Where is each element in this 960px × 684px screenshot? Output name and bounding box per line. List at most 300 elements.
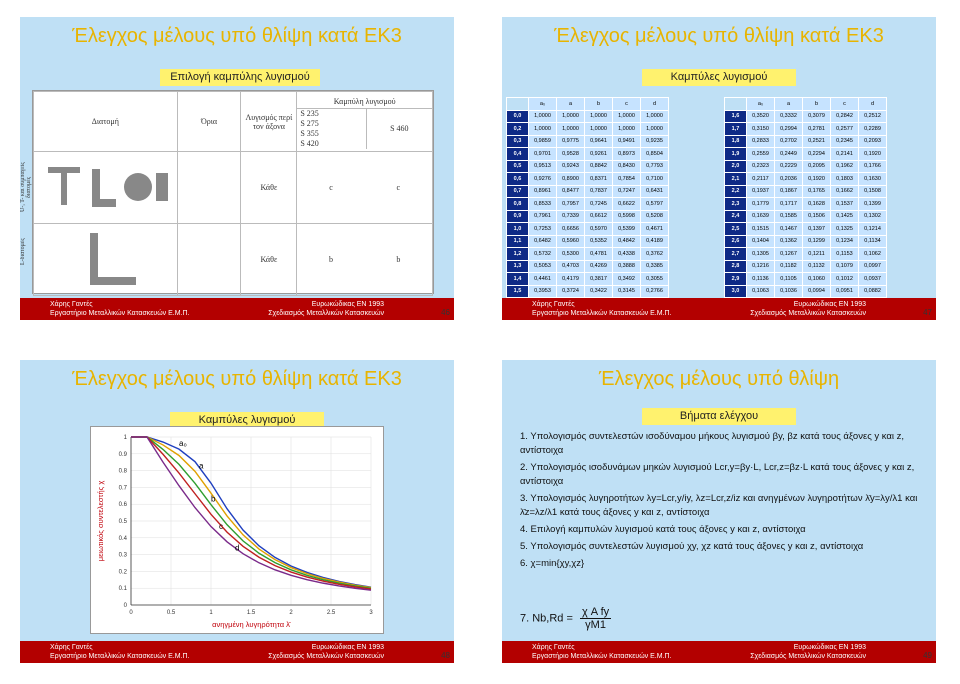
factor-cell: 0,3888 [613, 260, 641, 273]
factor-cell: 0,1305 [747, 248, 775, 261]
grade: S 275 [300, 118, 319, 128]
slenderness-cell: 2,8 [725, 260, 747, 273]
factor-cell: 0,5970 [585, 223, 613, 236]
slenderness-cell: 2,2 [725, 185, 747, 198]
u-t-section-drawings [34, 152, 178, 224]
factor-cell: 0,6482 [529, 235, 557, 248]
row1-curve-s460: c [396, 183, 401, 192]
factor-cell: 0,6656 [557, 223, 585, 236]
factor-cell: 1,0000 [585, 123, 613, 136]
slide-49 [502, 360, 936, 663]
slide-banner: Καμπύλες λυγισμού [642, 69, 796, 86]
factor-cell: 0,2842 [831, 110, 859, 123]
factor-cell: 0,5732 [529, 248, 557, 261]
footer-lab: Εργαστήριο Μεταλλικών Κατασκευών Ε.Μ.Π. [50, 310, 190, 317]
row2-axis: Κάθε [241, 224, 297, 296]
footer [502, 298, 936, 320]
x-tick-label: 3 [369, 610, 373, 616]
factor-cell: 0,8900 [557, 173, 585, 186]
factor-cell: 0,7961 [529, 210, 557, 223]
slenderness-cell: 1,5 [507, 285, 529, 298]
side-label-l-sections: L-διατομές [20, 238, 26, 266]
footer-lab: Εργαστήριο Μεταλλικών Κατασκευών Ε.Μ.Π. [532, 310, 672, 317]
factor-cell: 1,0000 [613, 110, 641, 123]
step-item: 1. Υπολογισμός συντελεστών ισοδύναμου μήκους λυγισμού βy, βz κατά τους άξονες y και z, αντίστοιχα [520, 431, 905, 456]
slide-banner: Καμπύλες λυγισμού [170, 412, 324, 429]
table-row [507, 173, 669, 186]
table-row [725, 198, 887, 211]
factor-cell: 0,1060 [803, 273, 831, 286]
y-tick-label: 0.3 [118, 552, 127, 559]
factor-cell: 0,9775 [557, 135, 585, 148]
x-tick-label: 0 [129, 610, 133, 616]
factor-cell: 0,1267 [775, 248, 803, 261]
step-item: 2. Υπολογισμός ισοδυνάμων μηκών λυγισμού Lcr,y=βy·L, Lcr,z=βz·L κατά τους άξονες y και z, αντίστοιχα [520, 462, 915, 487]
factor-cell: 1,0000 [529, 123, 557, 136]
slenderness-cell: 1,4 [507, 273, 529, 286]
factor-cell: 0,2559 [747, 148, 775, 161]
slenderness-cell: 1,1 [507, 235, 529, 248]
factor-cell: 0,2294 [803, 148, 831, 161]
factor-cell: 0,2521 [803, 135, 831, 148]
y-tick-label: 0.9 [118, 451, 127, 458]
factor-cell: 0,7253 [529, 223, 557, 236]
factor-cell: 0,5998 [613, 210, 641, 223]
factor-cell: 0,1012 [831, 273, 859, 286]
page-number: 49 [923, 651, 932, 660]
factor-cell: 0,1662 [831, 185, 859, 198]
table-row [507, 235, 669, 248]
slenderness-cell: 0,0 [507, 110, 529, 123]
factor-cell: 0,2345 [831, 135, 859, 148]
factor-cell: 0,3762 [641, 248, 669, 261]
factor-cell: 0,4269 [585, 260, 613, 273]
factor-cell: 0,1962 [831, 160, 859, 173]
table-row [507, 273, 669, 286]
factor-cell: 0,8961 [529, 185, 557, 198]
x-tick-label: 2.5 [326, 610, 336, 616]
factor-cell: 0,2323 [747, 160, 775, 173]
factor-cell: 0,1136 [747, 273, 775, 286]
factor-cell: 0,2036 [775, 173, 803, 186]
factor-cell: 0,8973 [613, 148, 641, 161]
factor-cell: 0,0997 [859, 260, 887, 273]
factor-cell: 1,0000 [641, 123, 669, 136]
table-row [725, 123, 887, 136]
slide-title: Έλεγχος μέλους υπό θλίψη κατά ΕΚ3 [554, 25, 884, 47]
y-tick-label: 0.2 [118, 569, 127, 576]
table-row [507, 285, 669, 298]
column-header: c [831, 98, 859, 111]
footer-design: Σχεδιασμός Μεταλλικών Κατασκευών [268, 310, 384, 317]
slide-title: Έλεγχος μέλους υπό θλίψη κατά ΕΚ3 [72, 368, 402, 390]
slenderness-cell: 0,5 [507, 160, 529, 173]
header-axis: Λυγισμός περί τον άξονα [241, 92, 297, 152]
factor-cell: 0,5208 [641, 210, 669, 223]
slenderness-cell: 1,0 [507, 223, 529, 236]
formula-numerator: χ A fy [581, 606, 610, 618]
footer-author: Χάρης Γαντές [50, 644, 93, 651]
factor-cell: 0,1630 [859, 173, 887, 186]
factor-cell: 0,2449 [775, 148, 803, 161]
factor-cell: 0,1399 [859, 198, 887, 211]
footer-author: Χάρης Γαντές [50, 301, 93, 308]
factor-cell: 0,4179 [557, 273, 585, 286]
step-item: 5. Υπολογισμός συντελεστών λυγισμού χy, χz κατά τους άξονες y και z, αντίστοιχα [520, 541, 864, 552]
factor-cell: 0,1211 [803, 248, 831, 261]
slenderness-cell: 2,5 [725, 223, 747, 236]
column-header: b [803, 98, 831, 111]
series-label: a [199, 461, 204, 471]
x-tick-label: 0.5 [166, 610, 176, 616]
footer-design: Σχεδιασμός Μεταλλικών Κατασκευών [750, 653, 866, 660]
slenderness-cell: 2,7 [725, 248, 747, 261]
factor-cell: 0,1920 [803, 173, 831, 186]
factor-cell: 0,1079 [831, 260, 859, 273]
chart-svg [91, 427, 383, 633]
factor-cell: 0,0951 [831, 285, 859, 298]
factor-cell: 0,1467 [775, 223, 803, 236]
factor-cell: 0,1325 [831, 223, 859, 236]
table-row [725, 210, 887, 223]
y-tick-label: 0 [123, 603, 127, 609]
factor-cell: 0,9235 [641, 135, 669, 148]
slenderness-cell: 1,7 [725, 123, 747, 136]
factor-cell: 0,1506 [803, 210, 831, 223]
table-row [507, 123, 669, 136]
factor-cell: 0,8477 [557, 185, 585, 198]
column-header: c [613, 98, 641, 111]
factor-cell: 0,1216 [747, 260, 775, 273]
table-row [725, 135, 887, 148]
factor-cell: 0,1425 [831, 210, 859, 223]
factor-cell: 0,1766 [859, 160, 887, 173]
factor-cell: 0,1182 [775, 260, 803, 273]
factor-cell: 0,1867 [775, 185, 803, 198]
slenderness-cell: 1,3 [507, 260, 529, 273]
factor-cell: 0,4781 [585, 248, 613, 261]
y-tick-label: 0.5 [118, 519, 127, 525]
slide-48 [20, 360, 454, 663]
buckling-curves-chart [90, 426, 384, 634]
factor-cell: 0,2577 [831, 123, 859, 136]
table-row [507, 210, 669, 223]
factor-cell: 0,7339 [557, 210, 585, 223]
factor-cell: 1,0000 [641, 110, 669, 123]
factor-cell: 0,1803 [831, 173, 859, 186]
footer-author: Χάρης Γαντές [532, 644, 575, 651]
x-tick-label: 1.5 [246, 610, 256, 616]
reduction-table-left [506, 97, 669, 298]
factor-cell: 0,3520 [747, 110, 775, 123]
slenderness-cell: 2,0 [725, 160, 747, 173]
table-row [725, 160, 887, 173]
resistance-formula [520, 606, 611, 631]
slenderness-cell: 2,3 [725, 198, 747, 211]
factor-cell: 0,9513 [529, 160, 557, 173]
factor-cell: 0,1234 [831, 235, 859, 248]
factor-cell: 1,0000 [613, 123, 641, 136]
factor-cell: 0,1153 [831, 248, 859, 261]
factor-cell: 0,2093 [859, 135, 887, 148]
slide-title: Έλεγχος μέλους υπό θλίψη κατά ΕΚ3 [72, 25, 402, 47]
grade: S 420 [300, 138, 319, 148]
row1-axis: Κάθε [241, 152, 297, 224]
factor-cell: 0,4461 [529, 273, 557, 286]
slide-46 [20, 17, 454, 320]
footer-code: Ευρωκώδικας EN 1993 [311, 301, 384, 308]
factor-cell: 0,1937 [747, 185, 775, 198]
factor-cell: 0,3079 [803, 110, 831, 123]
series-label: d [235, 543, 240, 553]
footer-code: Ευρωκώδικας EN 1993 [793, 644, 866, 651]
factor-cell: 0,5399 [613, 223, 641, 236]
formula-denominator: γM1 [585, 619, 606, 631]
slenderness-cell: 1,2 [507, 248, 529, 261]
reduction-table-right [724, 97, 887, 298]
factor-cell: 0,9243 [557, 160, 585, 173]
factor-cell: 0,1404 [747, 235, 775, 248]
slide-47 [502, 17, 936, 320]
factor-cell: 0,7245 [585, 198, 613, 211]
factor-cell: 0,1920 [859, 148, 887, 161]
table-row [507, 260, 669, 273]
series-label: a₀ [179, 439, 187, 449]
footer-design: Σχεδιασμός Μεταλλικών Κατασκευών [268, 653, 384, 660]
factor-cell: 0,8430 [613, 160, 641, 173]
header-curve: Καμπύλη λυγισμού S 235 S 275 S 355 S 420 S 460 [297, 92, 433, 152]
side-label-u-sections: U-, T- και συμπαγείς διατομές [20, 162, 32, 212]
factor-cell: 0,1765 [803, 185, 831, 198]
y-tick-label: 0.4 [118, 535, 127, 542]
factor-cell: 0,1508 [859, 185, 887, 198]
row2-curve-s460: b [396, 255, 401, 264]
footer-code: Ευρωκώδικας EN 1993 [311, 644, 384, 651]
slenderness-cell: 3,0 [725, 285, 747, 298]
slenderness-cell: 0,4 [507, 148, 529, 161]
page-number: 48 [441, 651, 450, 660]
series-label: c [219, 522, 223, 532]
factor-cell: 0,5053 [529, 260, 557, 273]
column-header: d [859, 98, 887, 111]
table-row [725, 110, 887, 123]
table-row [725, 185, 887, 198]
factor-cell: 0,2512 [859, 110, 887, 123]
factor-cell: 1,0000 [557, 110, 585, 123]
slenderness-cell: 2,6 [725, 235, 747, 248]
row1-curve: c [329, 183, 333, 192]
factor-cell: 0,9641 [585, 135, 613, 148]
x-tick-label: 2 [289, 610, 293, 616]
factor-cell: 0,7957 [557, 198, 585, 211]
factor-cell: 0,7247 [613, 185, 641, 198]
factor-cell: 0,4189 [641, 235, 669, 248]
factor-cell: 0,2994 [775, 123, 803, 136]
table-row [725, 148, 887, 161]
table-row [725, 285, 887, 298]
factor-cell: 0,1717 [775, 198, 803, 211]
factor-cell: 0,2702 [775, 135, 803, 148]
factor-cell: 0,6612 [585, 210, 613, 223]
table-row [725, 173, 887, 186]
footer-code: Ευρωκώδικας EN 1993 [793, 301, 866, 308]
header-limits: Όρια [177, 92, 241, 152]
factor-cell: 0,5797 [641, 198, 669, 211]
factor-cell: 0,1299 [803, 235, 831, 248]
factor-cell: 0,6622 [613, 198, 641, 211]
factor-cell: 1,0000 [529, 110, 557, 123]
footer-lab: Εργαστήριο Μεταλλικών Κατασκευών Ε.Μ.Π. [50, 653, 190, 660]
factor-cell: 0,1397 [803, 223, 831, 236]
factor-cell: 0,5960 [557, 235, 585, 248]
factor-cell: 0,2766 [641, 285, 669, 298]
footer-design: Σχεδιασμός Μεταλλικών Κατασκευών [750, 310, 866, 317]
table-row [725, 235, 887, 248]
step-item: 6. χ=min{χy,χz} [520, 558, 585, 569]
footer [502, 641, 936, 663]
factor-cell: 0,4842 [613, 235, 641, 248]
y-axis-label: μειωτικός συντελεστής χ [96, 480, 105, 562]
slenderness-cell: 0,6 [507, 173, 529, 186]
factor-cell: 0,2833 [747, 135, 775, 148]
factor-cell: 0,7837 [585, 185, 613, 198]
factor-cell: 0,8842 [585, 160, 613, 173]
x-tick-label: 1 [209, 610, 213, 616]
column-header: a [557, 98, 585, 111]
factor-cell: 0,3953 [529, 285, 557, 298]
factor-cell: 0,1585 [775, 210, 803, 223]
table-row [507, 160, 669, 173]
formula-prefix: 7. Nb,Rd = [520, 612, 573, 625]
check-steps-list [520, 430, 925, 574]
factor-cell: 0,9859 [529, 135, 557, 148]
slenderness-cell: 1,9 [725, 148, 747, 161]
factor-cell: 0,6431 [641, 185, 669, 198]
factor-cell: 0,3332 [775, 110, 803, 123]
factor-cell: 0,7100 [641, 173, 669, 186]
table-row [725, 223, 887, 236]
factor-cell: 0,1062 [859, 248, 887, 261]
table-row [507, 110, 669, 123]
factor-cell: 0,2781 [803, 123, 831, 136]
table-row [507, 135, 669, 148]
page-number: 47 [923, 308, 932, 317]
factor-cell: 0,8533 [529, 198, 557, 211]
slide-title: Έλεγχος μέλους υπό θλίψη [598, 368, 840, 390]
factor-cell: 0,2289 [859, 123, 887, 136]
factor-cell: 0,3422 [585, 285, 613, 298]
factor-cell: 0,5352 [585, 235, 613, 248]
factor-cell: 0,3145 [613, 285, 641, 298]
factor-cell: 0,3492 [613, 273, 641, 286]
slenderness-cell: 0,7 [507, 185, 529, 198]
series-label: b [211, 494, 216, 504]
slide-banner: Επιλογή καμπύλης λυγισμού [160, 69, 320, 86]
factor-cell: 0,7793 [641, 160, 669, 173]
factor-cell: 0,0937 [859, 273, 887, 286]
slenderness-cell: 2,4 [725, 210, 747, 223]
factor-cell: 0,1639 [747, 210, 775, 223]
factor-cell: 0,1515 [747, 223, 775, 236]
factor-cell: 0,1036 [775, 285, 803, 298]
factor-cell: 0,3055 [641, 273, 669, 286]
table-row [507, 185, 669, 198]
factor-cell: 0,1063 [747, 285, 775, 298]
factor-cell: 0,3150 [747, 123, 775, 136]
row2-curve: b [328, 255, 333, 264]
table-row [507, 198, 669, 211]
factor-cell: 0,1537 [831, 198, 859, 211]
factor-cell: 0,2095 [803, 160, 831, 173]
factor-cell: 0,9276 [529, 173, 557, 186]
grade: S 235 [300, 108, 319, 118]
factor-cell: 0,1362 [775, 235, 803, 248]
factor-cell: 0,9261 [585, 148, 613, 161]
factor-cell: 0,9528 [557, 148, 585, 161]
x-axis-label: ανηγμένη λυγηρότητα λ̄ [212, 620, 290, 629]
slenderness-cell: 1,8 [725, 135, 747, 148]
factor-cell: 0,8371 [585, 173, 613, 186]
slenderness-cell: 0,3 [507, 135, 529, 148]
factor-cell: 0,1134 [859, 235, 887, 248]
factor-cell: 0,3817 [585, 273, 613, 286]
table-row [725, 273, 887, 286]
slide-banner: Βήματα ελέγχου [642, 408, 796, 425]
column-header: a₀ [747, 98, 775, 111]
factor-cell: 0,3385 [641, 260, 669, 273]
factor-cell: 0,2229 [775, 160, 803, 173]
factor-cell: 0,4338 [613, 248, 641, 261]
slenderness-cell: 1,6 [725, 110, 747, 123]
footer-author: Χάρης Γαντές [532, 301, 575, 308]
y-tick-label: 0.1 [118, 586, 127, 593]
grade: S 355 [300, 128, 319, 138]
factor-cell: 0,1214 [859, 223, 887, 236]
factor-cell: 0,1779 [747, 198, 775, 211]
slenderness-cell: 2,1 [725, 173, 747, 186]
factor-cell: 0,0994 [803, 285, 831, 298]
column-header: b [585, 98, 613, 111]
factor-cell: 0,7854 [613, 173, 641, 186]
grade-s460: S 460 [390, 124, 409, 133]
factor-cell: 0,8504 [641, 148, 669, 161]
factor-cell: 1,0000 [557, 123, 585, 136]
factor-cell: 0,1132 [803, 260, 831, 273]
factor-cell: 0,1302 [859, 210, 887, 223]
table-row [507, 248, 669, 261]
factor-cell: 0,9491 [613, 135, 641, 148]
y-tick-label: 0.6 [118, 502, 127, 509]
y-tick-label: 0.7 [118, 485, 127, 492]
footer [20, 298, 454, 320]
curve-selection-table [32, 90, 434, 294]
factor-cell: 0,2141 [831, 148, 859, 161]
table-row [725, 248, 887, 261]
factor-cell: 0,1105 [775, 273, 803, 286]
header-section: Διατομή [34, 92, 178, 152]
factor-cell: 0,4671 [641, 223, 669, 236]
factor-cell: 0,9701 [529, 148, 557, 161]
factor-cell: 0,2117 [747, 173, 775, 186]
factor-cell: 0,3724 [557, 285, 585, 298]
column-header: d [641, 98, 669, 111]
factor-cell: 0,1628 [803, 198, 831, 211]
l-section-drawing [34, 224, 178, 296]
table-row [507, 223, 669, 236]
table-row [507, 148, 669, 161]
footer [20, 641, 454, 663]
page-number: 46 [441, 308, 450, 317]
